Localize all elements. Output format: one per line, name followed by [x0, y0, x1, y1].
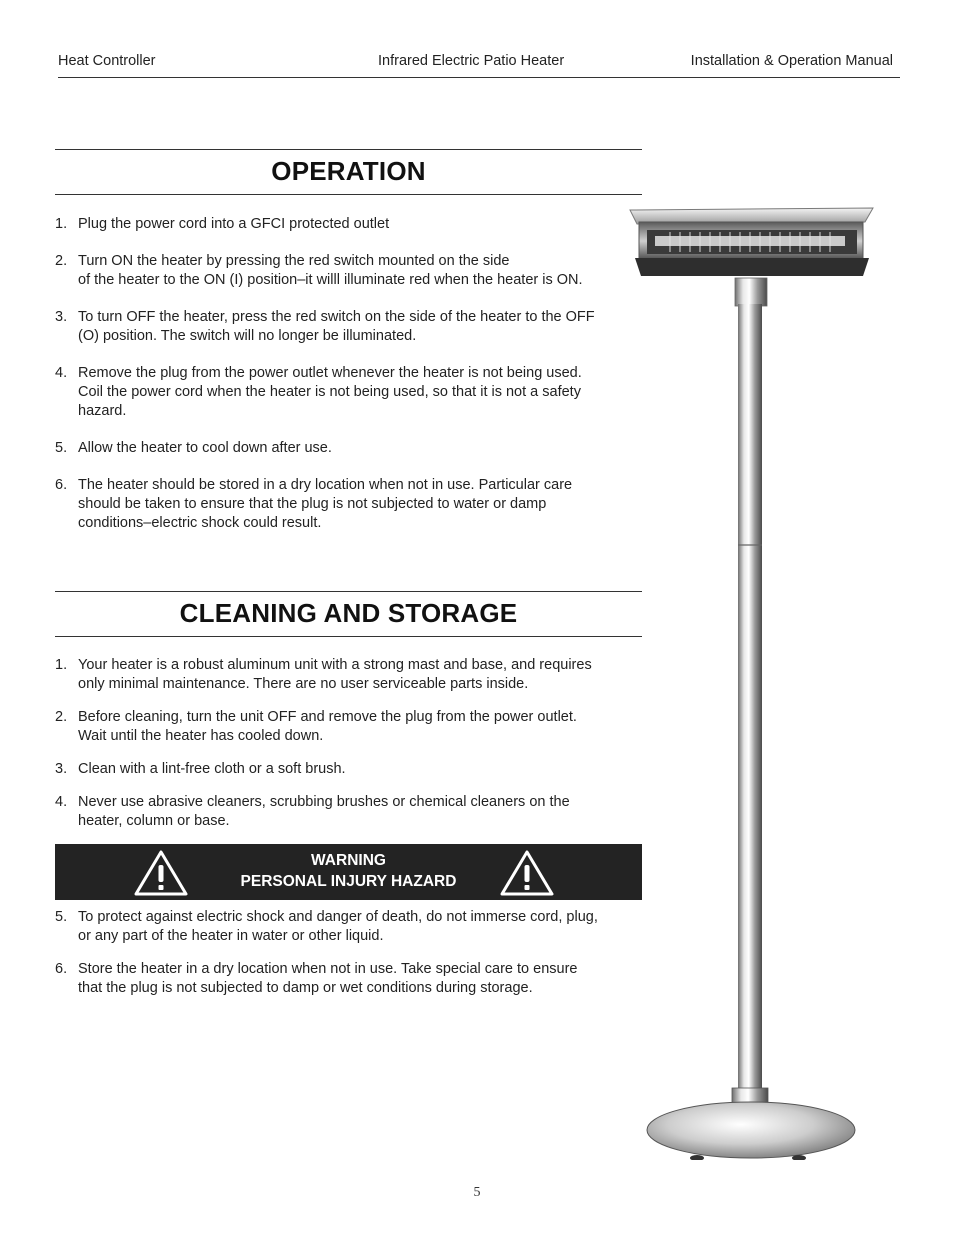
list-item: 2. Turn ON the heater by pressing the red switch mounted on the side of the heater to the ON (I) position–it willl illuminate red when the heater is ON. [55, 253, 583, 288]
cleaning-list [55, 656, 645, 831]
operation-title: OPERATION [271, 156, 426, 186]
list-item: 3. Clean with a lint-free cloth or a soft brush. [55, 761, 346, 777]
list-item: 3. To turn OFF the heater, press the red switch on the side of the heater to the OFF (O) position. The switch will no longer be illuminated. [55, 309, 595, 344]
list-item: 6. The heater should be stored in a dry location when not in use. Particular care should be taken to ensure that the plug is not subjected to water or damp conditions–electric shock could result. [55, 477, 573, 531]
page-number: 5 [473, 1185, 481, 1200]
list-item: 4. Never use abrasive cleaners, scrubbing brushes or chemical cleaners on the heater, column or base. [55, 794, 570, 829]
list-item: 6. Store the heater in a dry location when not in use. Take special care to ensure that the plug is not subjected to damp or wet conditions during storage. [55, 961, 578, 996]
header-left: Heat Controller [58, 53, 156, 69]
list-item: 4. Remove the plug from the power outlet whenever the heater is not being used. Coil the power cord when the heater is not being used, so that it is not a safety hazard. [55, 365, 582, 419]
cleaning-bottom-rule [55, 636, 642, 637]
header-right: Installation & Operation Manual [690, 53, 893, 69]
header-center: Infrared Electric Patio Heater [378, 53, 565, 69]
list-item: 5. To protect against electric shock and danger of death, do not immerse cord, plug, or any part of the heater in water or other liquid. [55, 909, 598, 944]
patio-heater-illustration [625, 200, 885, 1160]
operation-bottom-rule [55, 194, 642, 195]
operation-top-rule [55, 149, 642, 150]
warning-triangle-icon [499, 849, 555, 897]
cleaning-top-rule [55, 591, 642, 592]
operation-list [55, 215, 645, 533]
warning-banner [55, 844, 642, 900]
list-item: 1. Your heater is a robust aluminum unit with a strong mast and base, and requires only minimal maintenance. There are no user serviceable parts inside. [55, 657, 592, 692]
cleaning-list-continued [55, 908, 645, 998]
list-item: 2. Before cleaning, turn the unit OFF and remove the plug from the power outlet. Wait until the heater has cooled down. [55, 709, 577, 744]
cleaning-title: CLEANING AND STORAGE [179, 598, 518, 628]
list-item: 5. Allow the heater to cool down after use. [55, 440, 332, 456]
warning-subheading: PERSONAL INJURY HAZARD [240, 873, 457, 890]
header-divider [58, 77, 900, 78]
list-item: 1. Plug the power cord into a GFCI protected outlet [55, 216, 390, 232]
warning-heading: WARNING [311, 852, 386, 869]
